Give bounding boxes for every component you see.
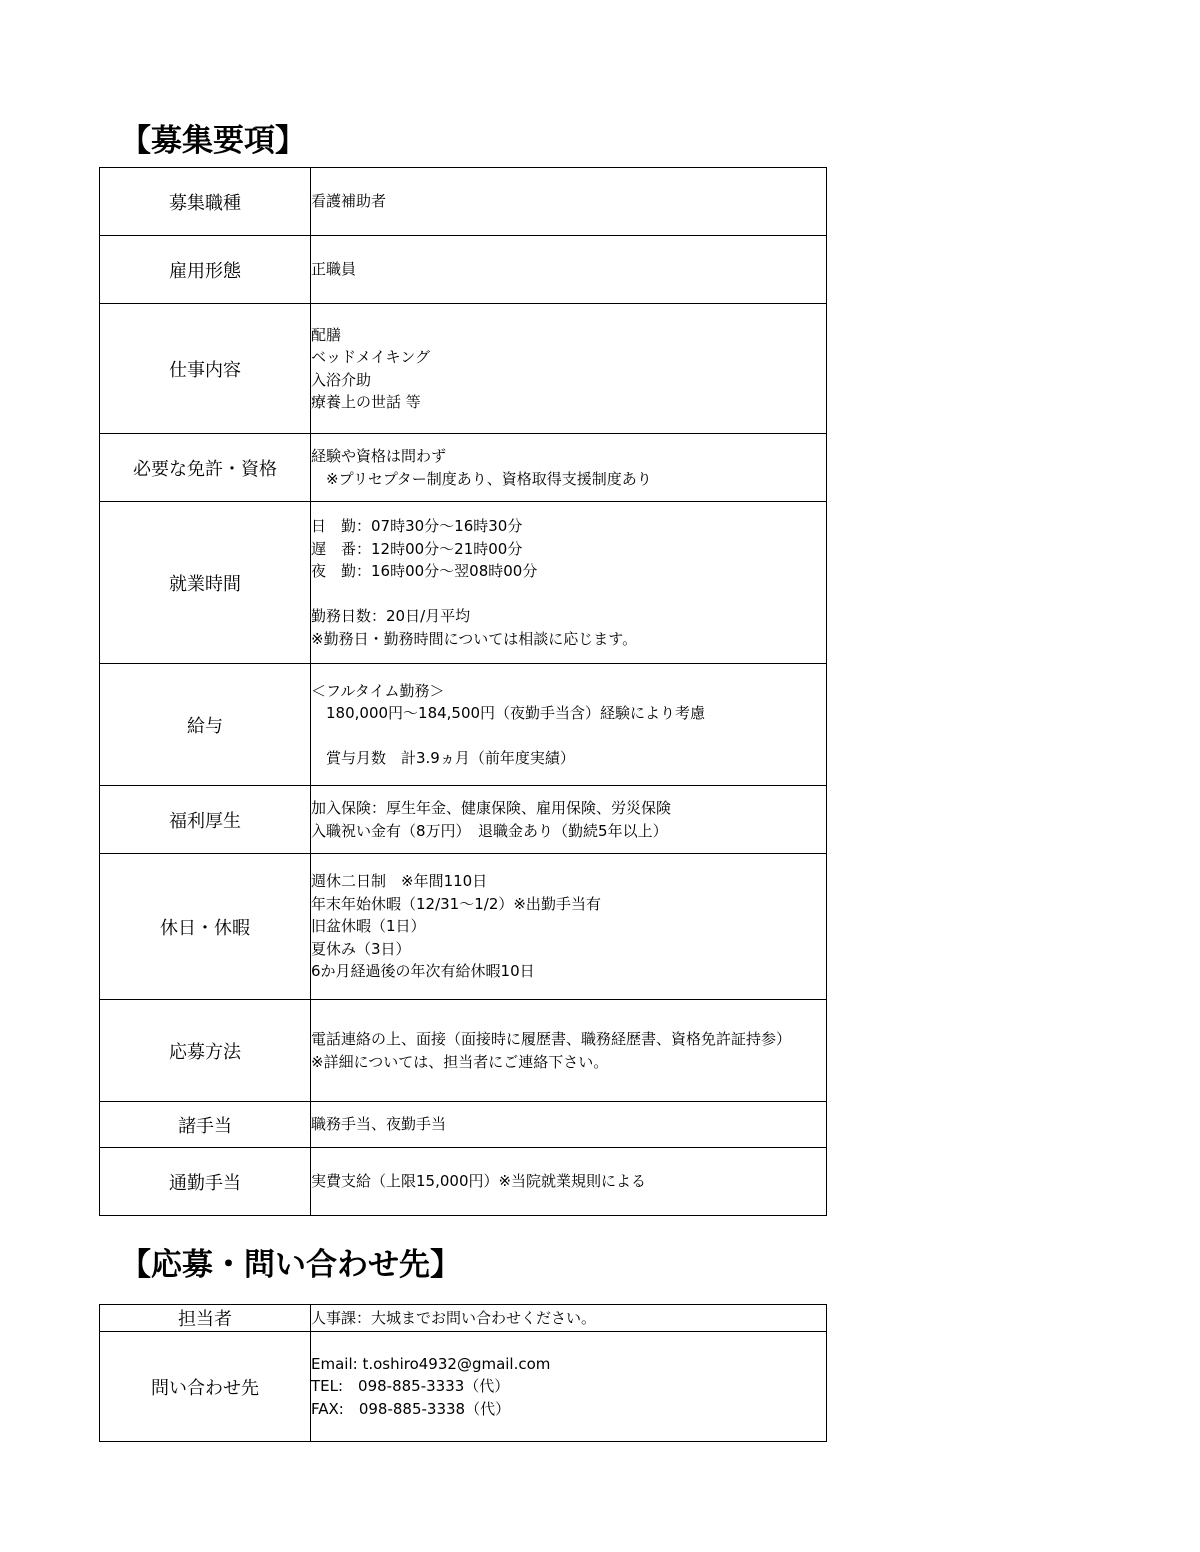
value-line: 夜 勤：16時00分～翌08時00分	[311, 562, 538, 580]
row-value	[311, 786, 827, 854]
row-value	[311, 664, 827, 786]
email-line: Email: t.oshiro4932@gmail.com	[311, 1354, 551, 1373]
row-label: 給与	[100, 664, 311, 786]
row-label: 雇用形態	[100, 236, 311, 304]
row-label: 募集職種	[100, 168, 311, 236]
row-value	[311, 502, 827, 664]
value-line: ※勤務日・勤務時間については相談に応じます。	[311, 629, 638, 648]
row-label: 休日・休暇	[100, 854, 311, 1000]
value-line: 賞与月数 計3.9ヵ月（前年度実績）	[311, 749, 575, 767]
row-commuting-allowance	[100, 1148, 827, 1216]
value-line: 正職員	[311, 260, 357, 279]
row-application-method	[100, 1000, 827, 1102]
value-line	[311, 583, 826, 606]
row-label: 応募方法	[100, 1000, 311, 1102]
value-line: 職務手当、夜勤手当	[311, 1115, 447, 1134]
recruitment-table	[99, 167, 827, 1216]
row-value	[311, 1148, 827, 1216]
value-line: 療養上の世話 等	[311, 393, 421, 411]
value-line: 6か月経過後の年次有給休暇10日	[311, 962, 535, 981]
contact-table	[99, 1304, 827, 1442]
value-line: 夏休み（3日）	[311, 939, 411, 958]
row-value	[311, 1332, 827, 1442]
row-job-type	[100, 168, 827, 236]
value-line: 看護補助者	[311, 192, 387, 211]
value-line: 経験や資格は問わず	[311, 447, 447, 465]
row-label: 就業時間	[100, 502, 311, 664]
row-inquiry	[100, 1332, 827, 1442]
row-value	[311, 236, 827, 304]
row-qualifications	[100, 434, 827, 502]
value-line: 入浴介助	[311, 370, 372, 389]
row-value	[311, 1102, 827, 1148]
row-person-in-charge	[100, 1305, 827, 1332]
value-line: 入職祝い金有（8万円） 退職金あり（勤続5年以上）	[311, 821, 668, 840]
row-value	[311, 1000, 827, 1102]
row-label: 諸手当	[100, 1102, 311, 1148]
row-job-description	[100, 304, 827, 434]
value-line: 週休二日制 ※年間110日	[311, 872, 488, 891]
value-line: 加入保険：厚生年金、健康保険、雇用保険、労災保険	[311, 799, 672, 817]
row-label: 問い合わせ先	[100, 1332, 311, 1442]
value-line	[311, 725, 826, 748]
row-label: 仕事内容	[100, 304, 311, 434]
row-allowances	[100, 1102, 827, 1148]
value-line: ベッドメイキング	[311, 348, 431, 366]
value-line: 180,000円～184,500円（夜勤手当含）経験により考慮	[311, 704, 706, 722]
recruitment-heading: 【募集要項】	[120, 123, 306, 159]
value-line: 勤務日数：20日/月平均	[311, 607, 471, 625]
row-holidays	[100, 854, 827, 1000]
row-label: 担当者	[100, 1305, 311, 1332]
value-line: 電話連絡の上、面接（面接時に履歴書、職務経歴書、資格免許証持参）	[311, 1030, 792, 1048]
row-value	[311, 304, 827, 434]
row-working-hours	[100, 502, 827, 664]
row-label: 必要な免許・資格	[100, 434, 311, 502]
row-label: 通勤手当	[100, 1148, 311, 1216]
value-line: 年末年始休暇（12/31～1/2）※出勤手当有	[311, 894, 601, 913]
row-value	[311, 854, 827, 1000]
value-line: 旧盆休暇（1日）	[311, 917, 426, 936]
row-value	[311, 1305, 827, 1332]
fax-line: FAX: 098-885-3338（代）	[311, 1399, 511, 1418]
value-line: ※詳細については、担当者にご連絡下さい。	[311, 1052, 609, 1071]
value-line: 日 勤：07時30分～16時30分	[311, 517, 523, 535]
row-salary	[100, 664, 827, 786]
row-employment-type	[100, 236, 827, 304]
value-line: 実費支給（上限15,000円）※当院就業規則による	[311, 1172, 647, 1191]
value-line: ＜フルタイム勤務＞	[311, 681, 445, 700]
value-line: 人事課：大城までお問い合わせください。	[311, 1308, 597, 1327]
contact-heading: 【応募・問い合わせ先】	[120, 1247, 461, 1283]
value-line: ※プリセプター制度あり、資格取得支援制度あり	[311, 469, 652, 488]
row-benefits	[100, 786, 827, 854]
row-label: 福利厚生	[100, 786, 311, 854]
row-value	[311, 434, 827, 502]
value-line: 配膳	[311, 325, 342, 344]
value-line: 遅 番：12時00分～21時00分	[311, 539, 523, 558]
row-value	[311, 168, 827, 236]
tel-line: TEL: 098-885-3333（代）	[311, 1377, 510, 1396]
